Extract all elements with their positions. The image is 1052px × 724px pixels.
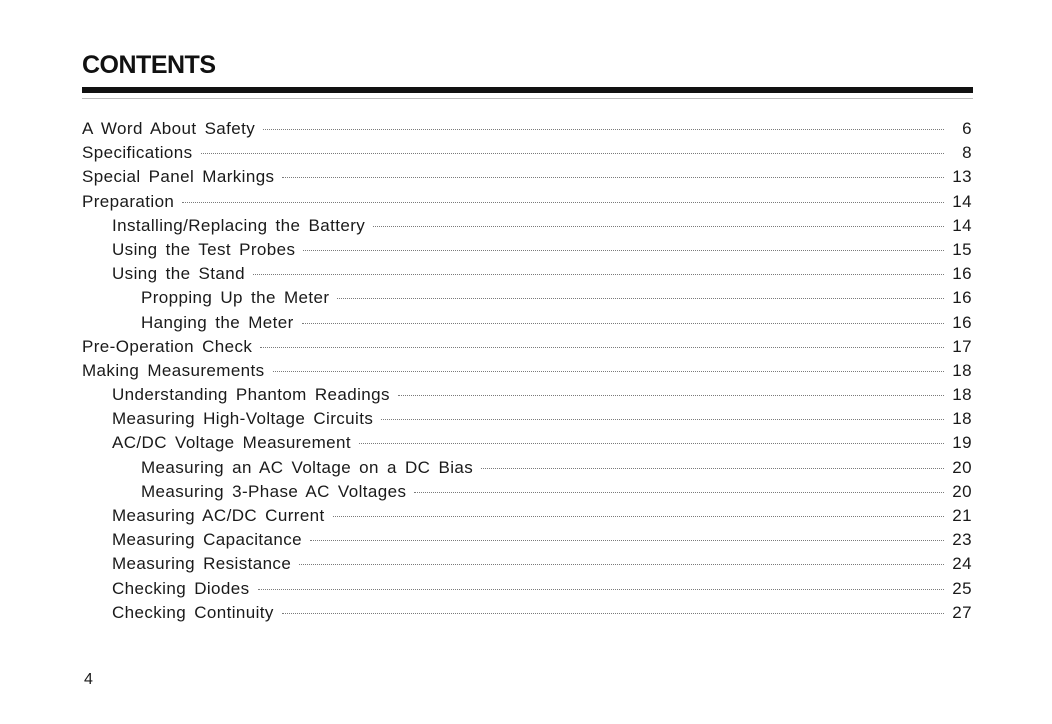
toc-entry[interactable] <box>82 383 972 407</box>
toc-entry-page: 15 <box>952 239 972 259</box>
toc-entry[interactable] <box>82 286 972 310</box>
toc-entry-page: 27 <box>952 602 972 622</box>
toc-entry-page: 23 <box>952 530 972 550</box>
toc-entry-page: 18 <box>952 409 972 429</box>
dot-leader <box>359 443 944 444</box>
toc-entry-title: Measuring an AC Voltage on a DC Bias <box>141 457 474 477</box>
dot-leader <box>337 298 944 299</box>
dot-leader <box>182 202 944 203</box>
toc-entry-page: 21 <box>952 506 972 525</box>
toc-entry-title: Measuring High-Voltage Circuits <box>112 409 374 429</box>
toc-entry-title: A Word About Safety <box>82 119 256 138</box>
toc-entry[interactable] <box>82 528 972 552</box>
dot-leader <box>373 226 944 227</box>
toc-entry-page: 20 <box>952 457 972 477</box>
toc-entry[interactable] <box>82 577 972 601</box>
toc-entry[interactable] <box>82 407 972 431</box>
toc-entry-page: 13 <box>952 167 972 187</box>
toc-entry-title: Propping Up the Meter <box>141 288 330 308</box>
toc-entry[interactable] <box>82 601 972 625</box>
table-of-contents <box>82 117 972 625</box>
toc-entry[interactable] <box>82 359 972 383</box>
toc-entry-page: 8 <box>962 143 972 163</box>
dot-leader <box>398 395 944 396</box>
toc-entry-title: Understanding Phantom Readings <box>112 385 390 405</box>
toc-entry[interactable] <box>82 431 972 455</box>
dot-leader <box>310 540 944 541</box>
dot-leader <box>258 589 944 590</box>
toc-entry-page: 24 <box>952 554 972 574</box>
toc-entry-page: 14 <box>952 191 972 211</box>
page-number: 4 <box>84 671 93 688</box>
toc-entry[interactable] <box>82 238 972 262</box>
toc-entry-page: 16 <box>952 264 972 284</box>
dot-leader <box>273 371 944 372</box>
dot-leader <box>302 323 944 324</box>
toc-entry-title: Measuring AC/DC Current <box>112 506 325 525</box>
toc-entry-page: 18 <box>952 385 972 405</box>
toc-entry-page: 25 <box>952 578 972 598</box>
dot-leader <box>263 129 944 130</box>
toc-entry-title: AC/DC Voltage Measurement <box>112 433 351 453</box>
toc-entry-title: Using the Test Probes <box>112 239 296 259</box>
toc-entry[interactable] <box>82 214 972 238</box>
toc-entry[interactable] <box>82 335 972 359</box>
toc-entry-page: 16 <box>952 312 972 332</box>
toc-entry[interactable] <box>82 165 972 189</box>
toc-entry-page: 19 <box>952 433 972 453</box>
dot-leader <box>333 516 944 517</box>
toc-entry-title: Measuring Resistance <box>112 554 292 574</box>
toc-entry[interactable] <box>82 311 972 335</box>
toc-entry-page: 17 <box>952 336 972 356</box>
heading-rule <box>82 87 973 93</box>
toc-entry[interactable] <box>82 504 972 528</box>
toc-entry-title: Using the Stand <box>112 264 245 284</box>
dot-leader <box>481 468 944 469</box>
dot-leader <box>381 419 944 420</box>
toc-entry-title: Checking Continuity <box>112 602 274 622</box>
toc-entry-page: 18 <box>952 360 972 380</box>
toc-entry-title: Preparation <box>82 191 175 211</box>
toc-entry[interactable] <box>82 480 972 504</box>
toc-entry-title: Measuring 3-Phase AC Voltages <box>141 481 407 501</box>
toc-entry-page: 16 <box>952 288 972 308</box>
toc-entry-title: Checking Diodes <box>112 578 250 598</box>
toc-entry-page: 6 <box>962 119 972 138</box>
toc-entry-title: Measuring Capacitance <box>112 530 302 550</box>
toc-entry-title: Special Panel Markings <box>82 167 275 187</box>
heading-underline <box>82 98 973 99</box>
toc-entry[interactable] <box>82 262 972 286</box>
toc-entry[interactable] <box>82 117 972 141</box>
dot-leader <box>303 250 944 251</box>
toc-entry-page: 14 <box>952 215 972 235</box>
toc-entry-title: Hanging the Meter <box>141 312 294 332</box>
toc-entry-title: Installing/Replacing the Battery <box>112 215 366 235</box>
toc-entry[interactable] <box>82 190 972 214</box>
toc-entry-title: Making Measurements <box>82 360 265 380</box>
dot-leader <box>282 613 944 614</box>
toc-entry-page: 20 <box>952 481 972 501</box>
page-title: CONTENTS <box>82 51 216 79</box>
toc-entry[interactable] <box>82 141 972 165</box>
dot-leader <box>299 564 944 565</box>
toc-entry-title: Specifications <box>82 143 193 163</box>
toc-entry-title: Pre-Operation Check <box>82 336 253 356</box>
dot-leader <box>282 177 944 178</box>
dot-leader <box>414 492 944 493</box>
toc-entry[interactable] <box>82 456 972 480</box>
dot-leader <box>253 274 944 275</box>
dot-leader <box>260 347 944 348</box>
toc-entry[interactable] <box>82 552 972 576</box>
dot-leader <box>201 153 945 154</box>
